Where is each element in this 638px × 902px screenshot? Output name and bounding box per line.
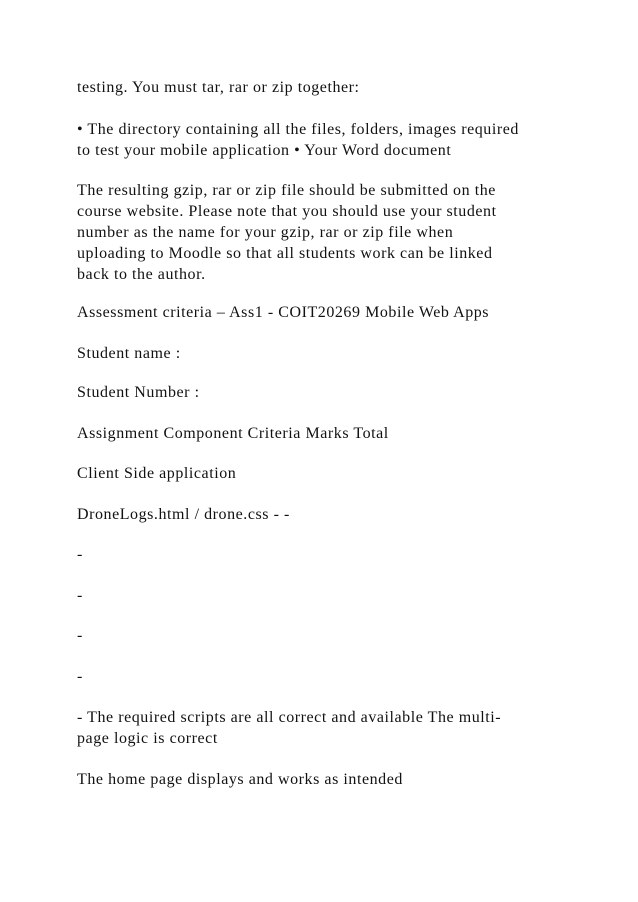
- dash-line: -: [77, 587, 83, 604]
- text-line: to test your mobile application • Your Word document: [77, 142, 452, 159]
- section-heading: Assessment criteria – Ass1 - COIT20269 Mobile Web Apps: [77, 304, 490, 321]
- dash-line: -: [77, 546, 83, 563]
- text-line: - The required scripts are all correct and available The multi-: [77, 709, 502, 726]
- text-line: course website. Please note that you should use your student: [77, 203, 497, 220]
- text-line: The home page displays and works as intended: [77, 771, 403, 788]
- dash-line: -: [77, 668, 83, 685]
- text-line: testing. You must tar, rar or zip together:: [77, 79, 360, 96]
- text-line: • The directory containing all the files, folders, images required: [77, 121, 519, 138]
- text-line: Client Side application: [77, 465, 237, 482]
- student-name-label: Student name :: [77, 345, 181, 362]
- text-line: number as the name for your gzip, rar or zip file when: [77, 224, 454, 241]
- text-line: back to the author.: [77, 266, 206, 283]
- text-line: page logic is correct: [77, 730, 218, 747]
- text-line: uploading to Moodle so that all students work can be linked: [77, 245, 493, 262]
- student-number-label: Student Number :: [77, 384, 200, 401]
- dash-line: -: [77, 627, 83, 644]
- text-line: DroneLogs.html / drone.css - -: [77, 506, 290, 523]
- text-line: The resulting gzip, rar or zip file should be submitted on the: [77, 182, 496, 199]
- table-header-text: Assignment Component Criteria Marks Total: [77, 425, 389, 442]
